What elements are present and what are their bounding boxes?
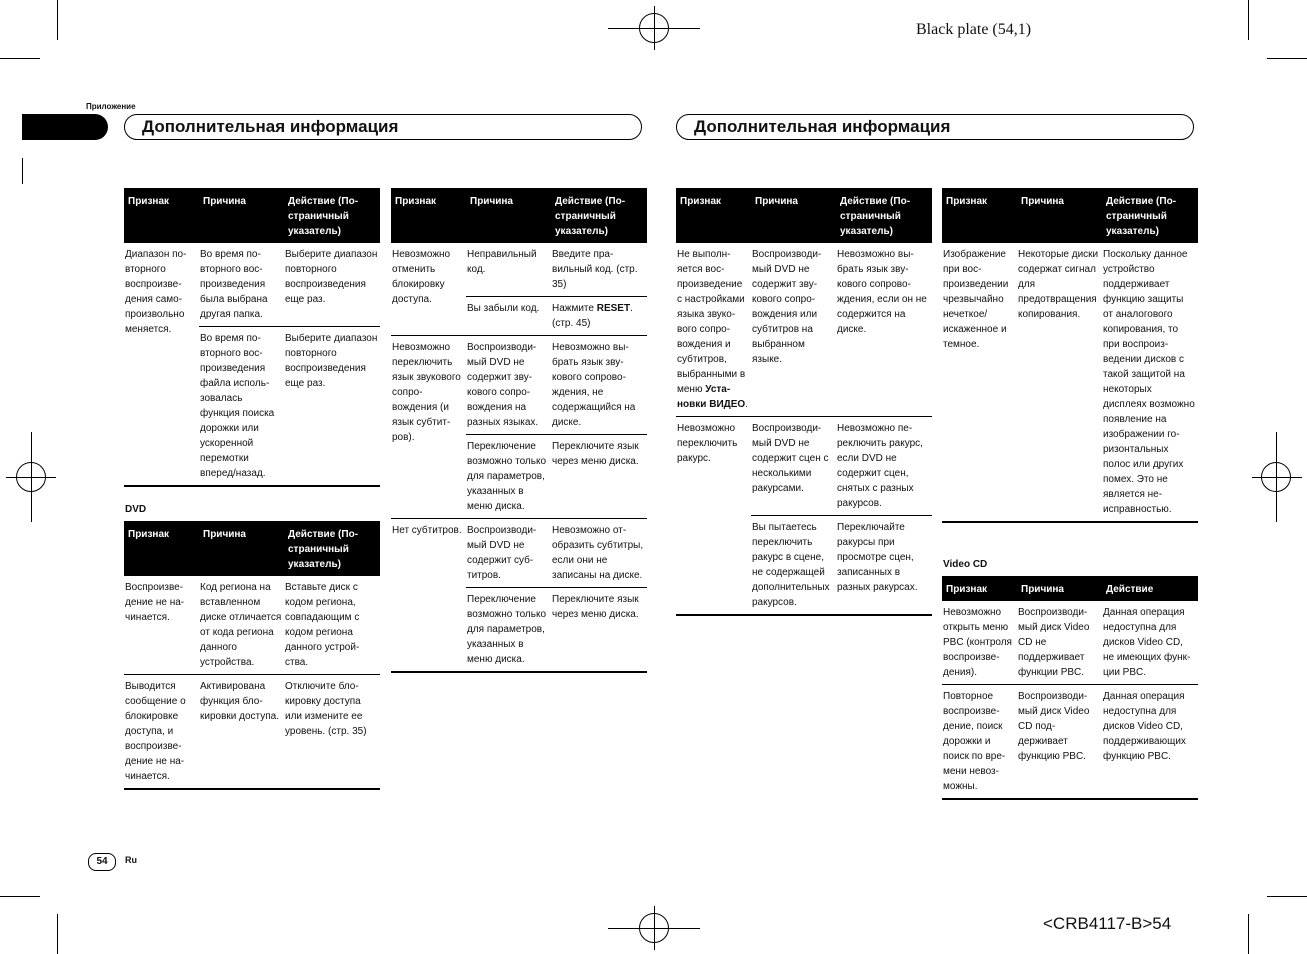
cause-cell: Воспроизводимый DVD не содержит звукового сопровождения или субтитров на выбранном языке. (752, 249, 822, 365)
registration-mark-line (6, 477, 56, 478)
header-cause: Причина (751, 188, 836, 243)
action-cell: Выберите диапазон повторного воспроизведения еще раз. (285, 249, 378, 305)
action-cell (551, 297, 647, 336)
table-parental-lock (391, 188, 647, 673)
crop-mark (57, 914, 58, 954)
table-language-angle (676, 188, 932, 616)
symptom-cell: Нет субтитров. (391, 519, 466, 673)
registration-mark-line (1252, 477, 1302, 478)
symptom-cell (676, 243, 751, 417)
action-cell: Данная операция недоступна для дисков Video CD, поддерживающих функцию PBC. (1102, 685, 1198, 800)
header-action: Действие (1102, 576, 1198, 601)
action-cell: Невозможно переключить ракурс, если DVD не содержит сцен, снятых с разных ракурсов. (836, 417, 932, 516)
symptom-text: . (745, 399, 748, 410)
dvd-heading: DVD (125, 504, 147, 515)
header-action: Действие (Постраничный указатель) (284, 188, 380, 243)
header-cause: Причина (199, 521, 284, 576)
symptom-cell: Невозможно отменить блокировку доступа. (392, 249, 451, 305)
action-cell: Введите правильный код. (стр. 35) (552, 249, 638, 290)
symptom-cell: Воспроизведение не начинается. (125, 582, 185, 623)
symptom-cell: Невозможно открыть меню PBC (контроля воспроизведения). (943, 607, 1012, 678)
header-cause: Причина (1017, 188, 1102, 243)
header-symptom: Признак (124, 188, 199, 243)
header-symptom: Признак (676, 188, 751, 243)
table-row (391, 336, 647, 435)
page-number: 54 (88, 853, 116, 871)
section-label: Приложение (86, 102, 136, 111)
symptom-cell: Выводится сообщение о блокировке доступа, и воспроизведение не начинается. (124, 675, 199, 790)
table-row (942, 601, 1198, 685)
cause-cell: Воспроизводимый DVD не содержит сцен с несколькими ракурсами. (751, 417, 836, 516)
table-row (391, 243, 647, 297)
crop-mark (57, 0, 58, 40)
cause-cell: Код региона на вставленном диске отличается от кода региона данного устройства. (200, 582, 282, 668)
table-row (391, 519, 647, 588)
action-text: . (стр. 45) (552, 303, 633, 329)
cause-cell: Воспроизводимый DVD не содержит звукового сопровождения на разных языках. (466, 336, 551, 435)
cause-cell: Во время повторного воспроизведения файла использовалась функция поиска дорожки или ускоренной перемотки вперед/назад. (199, 327, 284, 487)
header-action: Действие (Постраничный указатель) (1102, 188, 1198, 243)
header-symptom: Признак (942, 188, 1017, 243)
header-action: Действие (Постраничный указатель) (551, 188, 647, 243)
table-row (676, 243, 932, 417)
table-video-cd (942, 576, 1198, 800)
action-cell: Переключайте ракурсы при просмотре сцен, записанных в разных ракурсах. (836, 516, 932, 616)
menu-name: Установки ВИДЕО (677, 384, 746, 410)
table-copy-protection (942, 188, 1198, 523)
symptom-cell: Невозможно переключить язык звукового сопровождения (и язык субтитров). (391, 336, 466, 519)
cause-cell: Воспроизводимый DVD не содержит субтитров. (466, 519, 551, 588)
right-page-title: Дополнительная информация (676, 114, 1194, 140)
action-cell: Вставьте диск с кодом региона, совпадающим с кодом региона данного устройства. (285, 582, 360, 668)
header-cause: Причина (466, 188, 551, 243)
reset-key-label: RESET (596, 303, 631, 314)
crop-mark (22, 158, 23, 184)
crop-mark (0, 58, 40, 59)
cause-cell: Во время повторного воспроизведения была выбрана другая папка. (200, 249, 268, 320)
header-symptom: Признак (124, 521, 199, 576)
action-cell: Данная операция недоступна для дисков Video CD, не имеющих функции PBC. (1103, 607, 1191, 678)
table-repeat-play (124, 188, 380, 487)
action-cell: Выберите диапазон повторного воспроизведения еще раз. (284, 327, 380, 487)
table-row (942, 685, 1198, 800)
symptom-cell: Повторное воспроизведение, поиск дорожки и поиск по времени невозможны. (942, 685, 1017, 800)
header-symptom: Признак (942, 576, 1017, 601)
table-row (124, 675, 380, 790)
cause-cell: Неправильный код. (467, 249, 537, 275)
cause-cell: Воспроизводимый диск Video CD поддерживает функцию PBC. (1017, 685, 1102, 800)
header-action: Действие (Постраничный указатель) (836, 188, 932, 243)
cause-cell: Вы забыли код. (466, 297, 551, 336)
crop-mark (1248, 914, 1249, 954)
language-label: Ru (125, 855, 137, 865)
action-cell: Невозможно отобразить субтитры, если они не записаны на диске. (551, 519, 647, 588)
cause-cell: Вы пытаетесь переключить ракурс в сцене, не содержащей дополнительных ракурсов. (751, 516, 836, 616)
action-cell: Поскольку данное устройство поддерживает функцию защиты от аналогового копирования, то при воспроизведении дисков с такой защитой на некоторых дисплеях возможно появление на изображении горизонтальных полос или других помех. Это не является неисправностью. (1102, 243, 1198, 522)
registration-mark-line (608, 28, 700, 29)
video-cd-heading: Video CD (943, 559, 988, 570)
cause-cell: Воспроизводимый диск Video CD не поддерживает функции PBC. (1018, 607, 1090, 678)
table-row (676, 417, 932, 516)
action-text: Нажмите (552, 303, 597, 314)
section-tab (22, 114, 108, 140)
symptom-cell: Диапазон повторного воспроизведения самопроизвольно меняется. (124, 243, 199, 486)
plate-label: Black plate (54,1) (916, 21, 1032, 38)
action-cell: Отключите блокировку доступа или измените ее уровень. (стр. 35) (284, 675, 380, 790)
crop-mark (0, 896, 40, 897)
crop-mark (1248, 0, 1249, 40)
left-page-title: Дополнительная информация (124, 114, 642, 140)
action-cell: Переключите язык через меню диска. (551, 435, 647, 519)
header-cause: Причина (199, 188, 284, 243)
document-code: <CRB4117-B>54 (1043, 914, 1172, 933)
action-cell: Переключите язык через меню диска. (551, 588, 647, 673)
header-action: Действие (Постраничный указатель) (284, 521, 380, 576)
cause-cell: Активирована функция блокировки доступа. (199, 675, 284, 790)
cause-cell: Некоторые диски содержат сигнал для предотвращения копирования. (1017, 243, 1102, 522)
table-row (124, 243, 380, 327)
action-cell: Невозможно выбрать язык звукового сопровождения, если он не содержится на диске. (837, 249, 927, 335)
action-cell: Невозможно выбрать язык звукового сопровождения, не содержащийся на диске. (551, 336, 647, 435)
cause-cell: Переключение возможно только для параметров, указанных в меню диска. (466, 588, 551, 673)
table-row (124, 576, 380, 675)
crop-mark (1267, 58, 1307, 59)
symptom-cell: Изображение при воспроизведении чрезвычайно нечеткое/искаженное и темное. (942, 243, 1017, 522)
table-row (942, 243, 1198, 522)
symptom-text: Не выполняется воспроизведение с настройками языка звукового сопровождения и субтитров, выбранными в меню (677, 249, 746, 395)
registration-mark-line (608, 928, 700, 929)
crop-mark (1267, 896, 1307, 897)
symptom-cell: Невозможно переключить ракурс. (676, 417, 751, 616)
cause-cell: Переключение возможно только для параметров, указанных в меню диска. (466, 435, 551, 519)
table-dvd-region (124, 521, 380, 790)
header-cause: Причина (1017, 576, 1102, 601)
header-symptom: Признак (391, 188, 466, 243)
